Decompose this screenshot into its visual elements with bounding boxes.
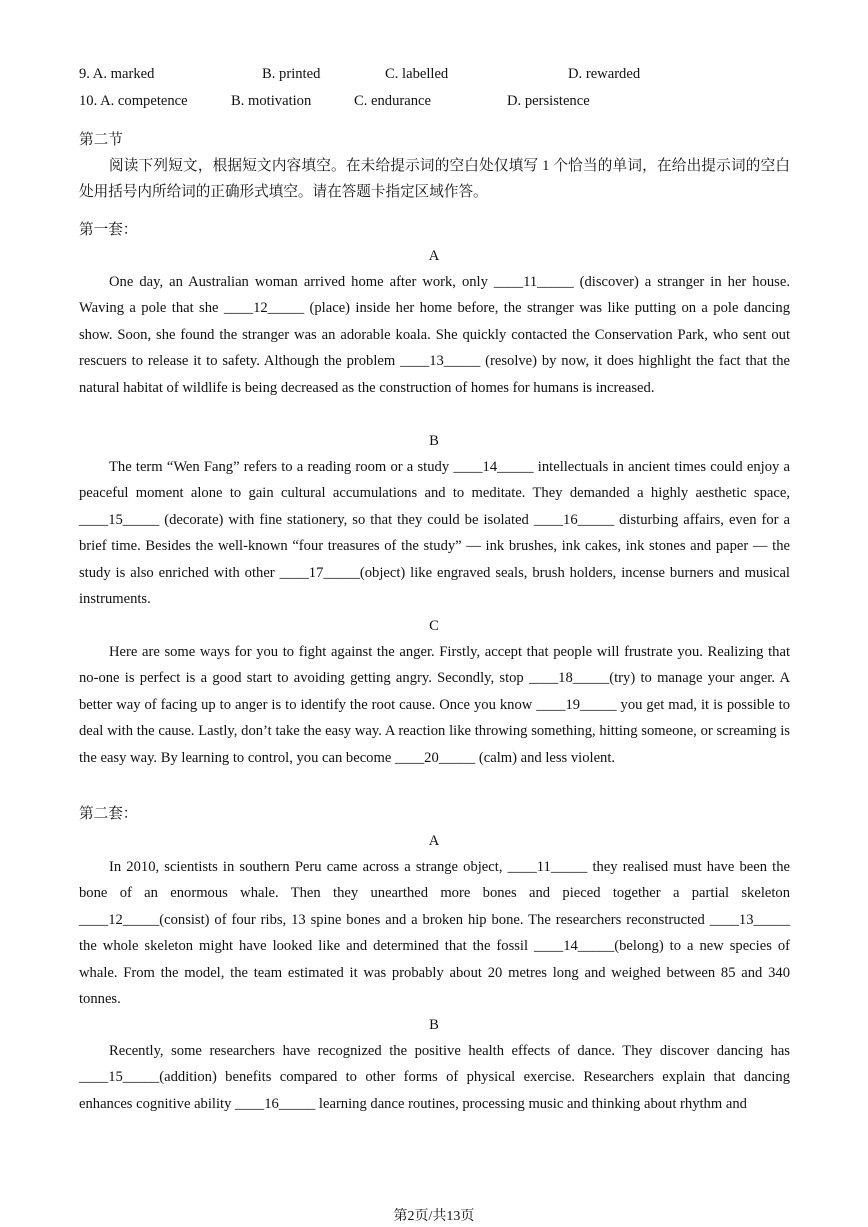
set2-a-passage: In 2010, scientists in southern Peru came across a strange object, ____11_____ they realised must have been the bone of an enormous whale. Then they unearthed more bones and pieced together a partial skeleton ____12_____(consist) of four ribs, 13 spine bones and a broken hip bone. The researchers reconstructed ____13_____ the whole skeleton might have looked like and determined that the fossil ____14_____(belong) to a new species of whale. From the model, the team estimated it was probably about 20 metres long and weighed between 85 and 340 tonnes. [79,859,790,1008]
set1-label: 第一套： [79,222,138,238]
option-10c: C. endurance [354,93,431,109]
page-number: 第2页/共13页 [393,1209,475,1224]
instructions: 阅读下列短文，根据短文内容填空。在未给提示词的空白处仅填写 1 个恰当的单词，在给出提示词的空白处用括号内所给词的正确形式填空。请在答题卡指定区域作答。 [79,158,790,201]
set2-label: 第二套： [79,806,138,822]
set2-a-heading: A [428,833,440,849]
option-9d: D. rewarded [568,66,641,82]
set1-b-heading: B [429,433,439,449]
set1-a-passage: One day, an Australian woman arrived home after work, only ____11_____ (discover) a stranger in her house. Waving a pole that she ____12_____ (place) inside her home before, the stranger was like putting on a pole dancing show. Soon, she found the stranger was an adorable koala. She quickly contacted the Conservation Park, who sent out rescuers to release it to safety. Although the problem ____13_____ (resolve) by now, it does highlight the fact that the natural habitat of wildlife is being decreased as the construction of homes for humans is increased. [79,274,790,396]
set1-c-passage: Here are some ways for you to fight against the anger. Firstly, accept that people will frustrate you. Realizing that no-one is perfect is a good start to avoiding getting angry. Secondly, stop ____18_____(try) to manage your anger. A better way of facing up to anger is to identify the root cause. Once you know ____19_____ you get mad, it is possible to deal with the cause. Lastly, don’t take the easy way. A reaction like throwing something, hitting someone, or screaming is the easy way. By learning to control, you can become ____20_____ (calm) and less violent. [79,644,790,766]
option-10a: 10. A. competence [79,93,188,109]
set2-b-passage: Recently, some researchers have recognized the positive health effects of dance. They discover dancing has ____15_____(addition) benefits compared to other forms of physical exercise. Researchers explain that dancing enhances cognitive ability ____16_____ learning dance routines, processing music and thinking about rhythm and [79,1043,790,1112]
set1-a-heading: A [428,248,440,264]
set2-b-heading: B [429,1017,439,1033]
section-title: 第二节 [79,132,123,148]
set1-c-heading: C [429,618,439,634]
option-9c: C. labelled [385,66,449,82]
option-9a: 9. A. marked [79,66,155,82]
option-10d: D. persistence [507,93,590,109]
option-10b: B. motivation [231,93,312,109]
option-9b: B. printed [262,66,321,82]
set1-b-passage: The term “Wen Fang” refers to a reading room or a study ____14_____ intellectuals in ancient times could enjoy a peaceful moment alone to gain cultural accumulations and to meditate. They demanded a highly aesthetic space, ____15_____ (decorate) with fine stationery, so that they could be isolated ____16_____ disturbing affairs, even for a brief time. Besides the well-known “four treasures of the study” — ink brushes, ink cakes, ink stones and paper — the study is also enriched with other ____17_____(object) like engraved seals, brush holders, incense burners and musical instruments. [79,459,790,608]
